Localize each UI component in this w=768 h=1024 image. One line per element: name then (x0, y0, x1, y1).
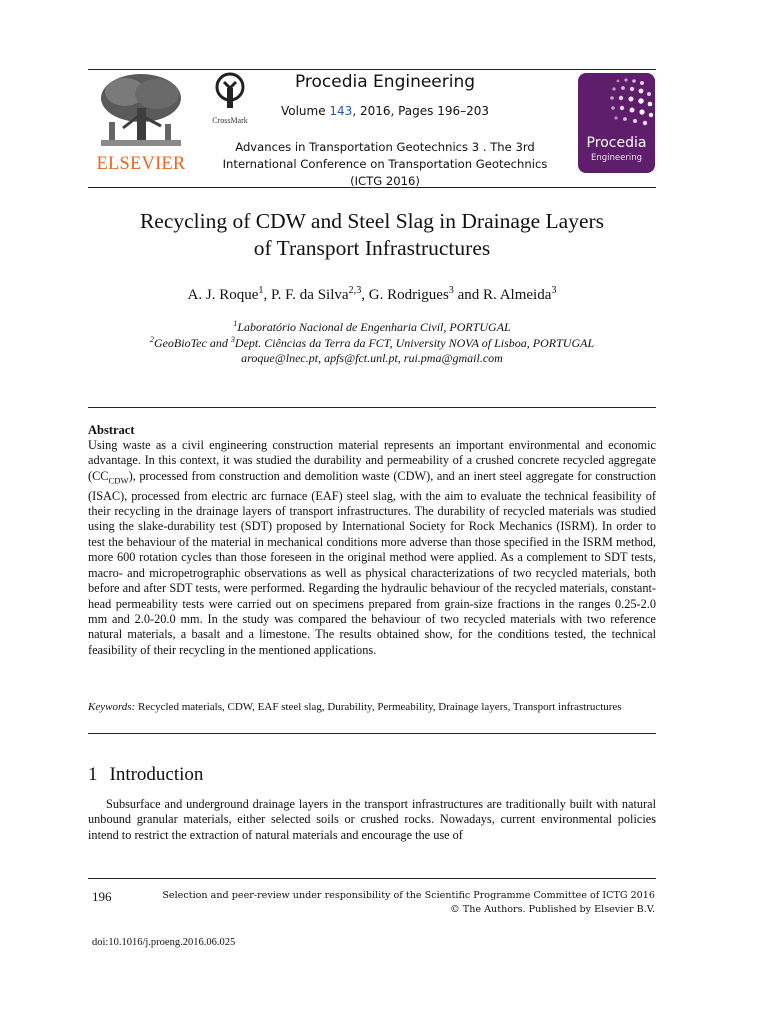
abstract-body (88, 438, 656, 658)
section-heading (88, 764, 203, 786)
abstract-bottom-rule (88, 733, 656, 734)
author-separator: , (361, 287, 369, 303)
affil-sup: 2 (149, 335, 154, 344)
elsevier-tree-icon (95, 70, 187, 150)
conference-line: (ICTG 2016) (350, 174, 420, 188)
keywords-list: Recycled materials, CDW, EAF steel slag, Durability, Permeability, Drainage layers, Transport infrastructures (135, 701, 622, 713)
cover-subtitle: Engineering (591, 153, 642, 163)
author-separator: and (453, 287, 484, 303)
author-affil-sup: 1 (258, 285, 264, 296)
volume-link[interactable]: 143 (329, 104, 353, 118)
dot-pattern-icon (578, 73, 655, 133)
volume-suffix: , 2016, Pages 196–203 (352, 104, 490, 118)
conference-line: International Conference on Transportation Geotechnics (222, 157, 548, 171)
conference-info (200, 139, 570, 190)
title-line: of Transport Infrastructures (253, 236, 491, 260)
affiliation-line-2 (88, 335, 656, 351)
paper-title (88, 208, 656, 262)
keywords-label: Keywords: (88, 701, 136, 713)
author-name: P. F. da Silva (270, 287, 349, 303)
section-title: Introduction (109, 764, 204, 785)
affil-sup: 1 (233, 319, 238, 328)
footer-note (130, 889, 655, 917)
abstract-top-rule (88, 407, 656, 408)
footer-note-line: © The Authors. Published by Elsevier B.V. (450, 904, 655, 915)
abstract-text: Using waste as a civil engineering construction material represents an important environmental and economic advantage. In this context, it was studied the durability and permeability of a crushed concrete recycled aggregate (CC (88, 438, 656, 483)
volume-prefix: Volume (280, 104, 330, 118)
abstract-text: ), processed from construction and demolition waste (CDW), and an inert steel aggregate for construction (ISAC), processed from electric arc furnace (EAF) steel slag, with the aim to evaluate the technical feasibility of their recycling in the drainage layers of transport infrastructures. The durability of recycled materials was studied using the slake-durability test (SDT) proposed by International Society for Rock Mechanics (ISRM). In order to test the behaviour of the material in mechanical conditions more adverse than those specified in the ISRM method, more 600 rotation cycles than those foreseen in the original method were applied. As a complement to SDT tests, macro- and micropetrographic observations as well as physical characterizations of two recycled materials, both before and after SDT tests, were performed. Regarding the hydraulic behaviour of the recycled materials, constant-head permeability tests were carried out on specimens prepared from grain-size fractions in the ranges 0.25-2.0 mm and 2.0-20.0 mm. In the study was compared the behaviour of two recycled materials with two reference natural materials, a basalt and a limestone. The results obtained show, for the conditions tested, the technical feasibility of their recycling in the mentioned applications. (88, 468, 656, 657)
affiliation-line-1 (88, 319, 656, 335)
publisher-wordmark: ELSEVIER (96, 154, 186, 174)
author-separator: , (263, 287, 271, 303)
footer-note-line: Selection and peer-review under responsibility of the Scientific Programme Committee of ICTG 2016 (162, 890, 655, 901)
affil-sup: 3 (230, 335, 235, 344)
author-name: G. Rodrigues (368, 287, 449, 303)
crossmark-label: CrossMark (212, 116, 248, 125)
affil-text: GeoBioTec and (153, 336, 231, 350)
conference-line: Advances in Transportation Geotechnics 3 . The 3rd (235, 140, 535, 154)
keywords (88, 701, 656, 715)
author-emails: aroque@lnec.pt, apfs@fct.unl.pt, rui.pma@gmail.com (241, 351, 503, 365)
abstract-heading: Abstract (88, 423, 135, 437)
footer-rule (88, 878, 656, 879)
section-number: 1 (88, 764, 98, 785)
elsevier-logo[interactable] (95, 70, 187, 178)
masthead-rule (88, 187, 656, 188)
page-number: 196 (92, 889, 112, 904)
doi-link[interactable]: doi:10.1016/j.proeng.2016.06.025 (92, 937, 236, 948)
crossmark-icon (215, 72, 245, 110)
affil-text: Dept. Ciências da Terra da FCT, University NOVA of Lisboa, PORTUGAL (234, 336, 595, 350)
author-affil-sup: 3 (448, 285, 454, 296)
author-name: R. Almeida (483, 287, 552, 303)
title-line: Recycling of CDW and Steel Slag in Drainage Layers (139, 209, 605, 233)
author-name: A. J. Roque (187, 287, 259, 303)
intro-paragraph: Subsurface and underground drainage layers in the transport infrastructures are traditionally built with natural unbound granular materials, either selected soils or crushed rocks. Nowadays, current environmental policies intend to restrict the extraction of natural materials and encourage the use of (88, 797, 656, 842)
author-affil-sup: 3 (551, 285, 557, 296)
author-list (88, 285, 656, 304)
journal-name: Procedia Engineering (294, 72, 476, 92)
journal-cover[interactable] (578, 73, 655, 173)
cover-title: Procedia (586, 135, 647, 151)
author-affil-sup: 2,3 (348, 285, 362, 296)
journal-volume (250, 104, 520, 118)
abstract-subscript: CDW (108, 475, 129, 486)
affil-text: Laboratório Nacional de Engenharia Civil, PORTUGAL (237, 320, 511, 334)
